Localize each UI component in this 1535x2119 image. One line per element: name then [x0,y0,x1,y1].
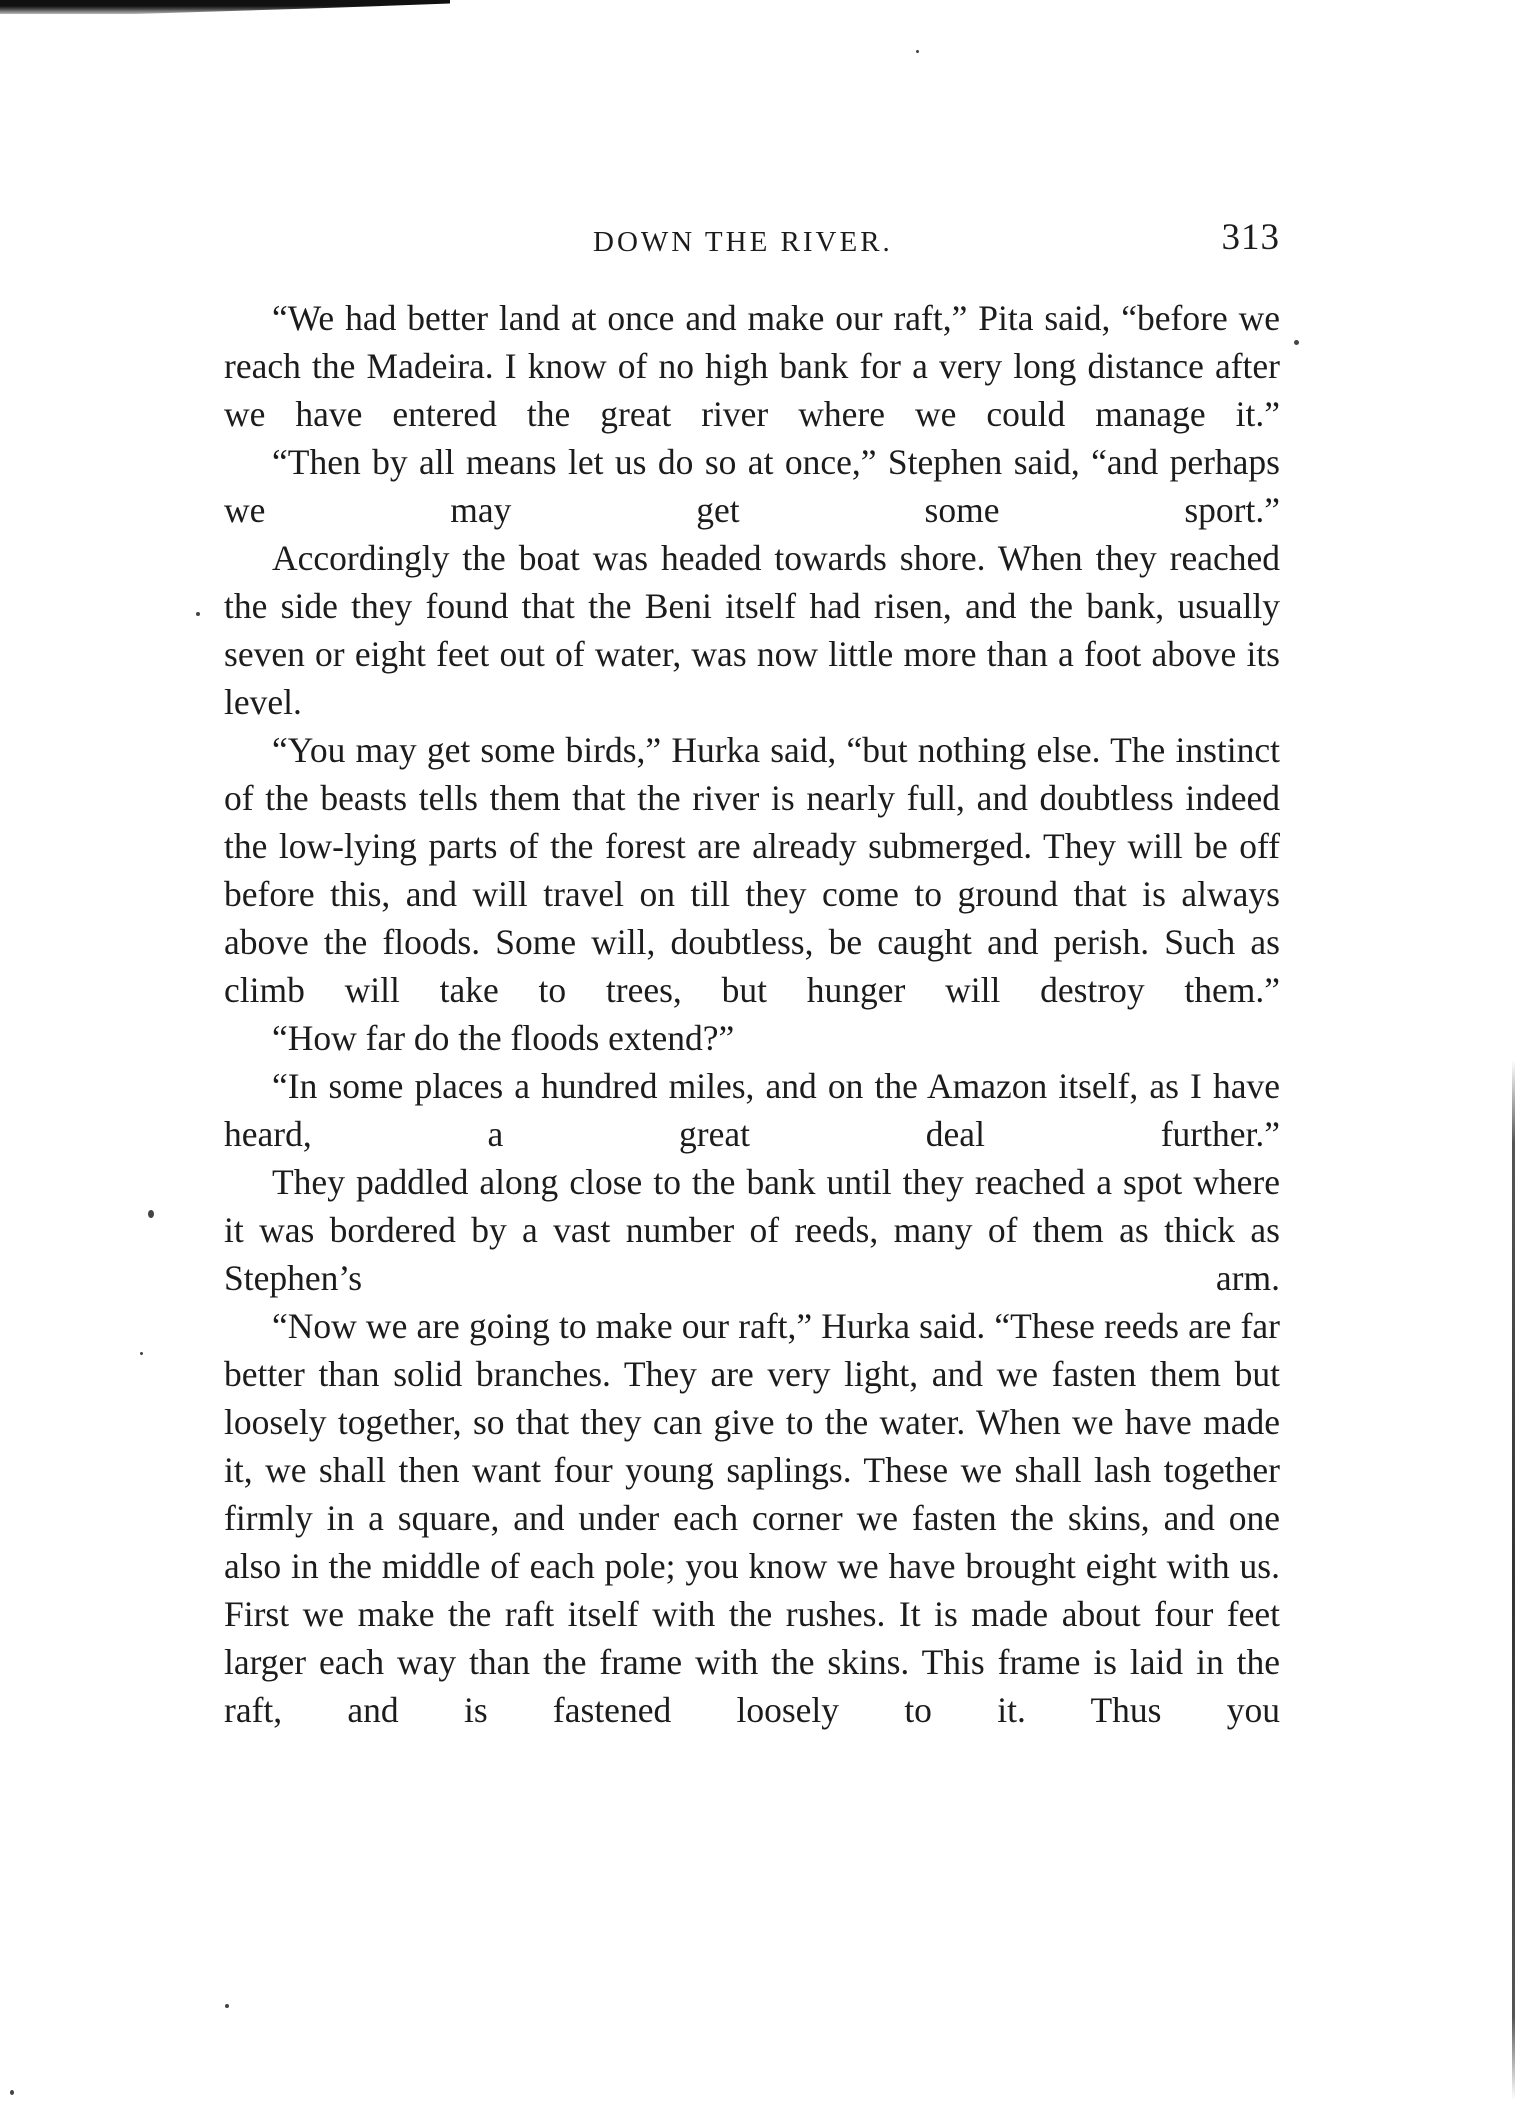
running-head: DOWN THE RIVER. [593,226,893,258]
print-speck [916,50,919,53]
print-speck [196,612,200,616]
paragraph: “Now we are going to make our raft,” Hurka said. “These reeds are far better than solid branches. They are very light, and we fasten them but loosely together, so that they can give to the water. When we have made it, we shall then want four young saplings. These we shall lash together firmly in a square, and under each corner we fasten the skins, and one also in the middle of each pole; you know we have brought eight with us. First we make the raft itself with the rushes. It is made about four feet larger each way than the frame with the skins. This frame is laid in the raft, and is fastened loosely to it. Thus you [224,1306,1280,1730]
paragraph: Accordingly the boat was headed towards shore. When they reached the side they found that the Beni itself had risen, and the bank, usually seven or eight feet out of water, was now little more than a foot above its level. [224,538,1280,722]
paragraph: They paddled along close to the bank until they reached a spot where it was bordered by a vast number of reeds, many of them as thick as Stephen’s arm. [224,1162,1280,1298]
page-header [220,216,1280,264]
paragraph: “Then by all means let us do so at once,” Stephen said, “and perhaps we may get some sport.” [224,442,1280,530]
print-speck [225,2004,229,2008]
print-speck [10,2090,14,2095]
top-edge-rule [0,0,450,14]
paragraph: “In some places a hundred miles, and on the Amazon itself, as I have heard, a great deal further.” [224,1066,1280,1154]
paragraph: “We had better land at once and make our raft,” Pita said, “before we reach the Madeira. I know of no high bank for a very long distance after we have entered the great river where we could manage it.” [224,298,1280,434]
page-number: 313 [1221,217,1280,258]
print-speck [140,1352,143,1355]
body-text [224,294,1280,1734]
paragraph: “You may get some birds,” Hurka said, “but nothing else. The instinct of the beasts tells them that the river is nearly full, and doubtless indeed the low-lying parts of the forest are already submerged. They will be off before this, and will travel on till they come to ground that is always above the floods. Some will, doubtless, be caught and perish. Such as climb will take to trees, but hunger will destroy them.” [224,730,1280,1010]
paragraph: “How far do the floods extend?” [272,1018,735,1058]
print-speck [148,1210,154,1218]
right-page-edge [1512,1060,1515,2100]
print-speck [1294,340,1299,345]
